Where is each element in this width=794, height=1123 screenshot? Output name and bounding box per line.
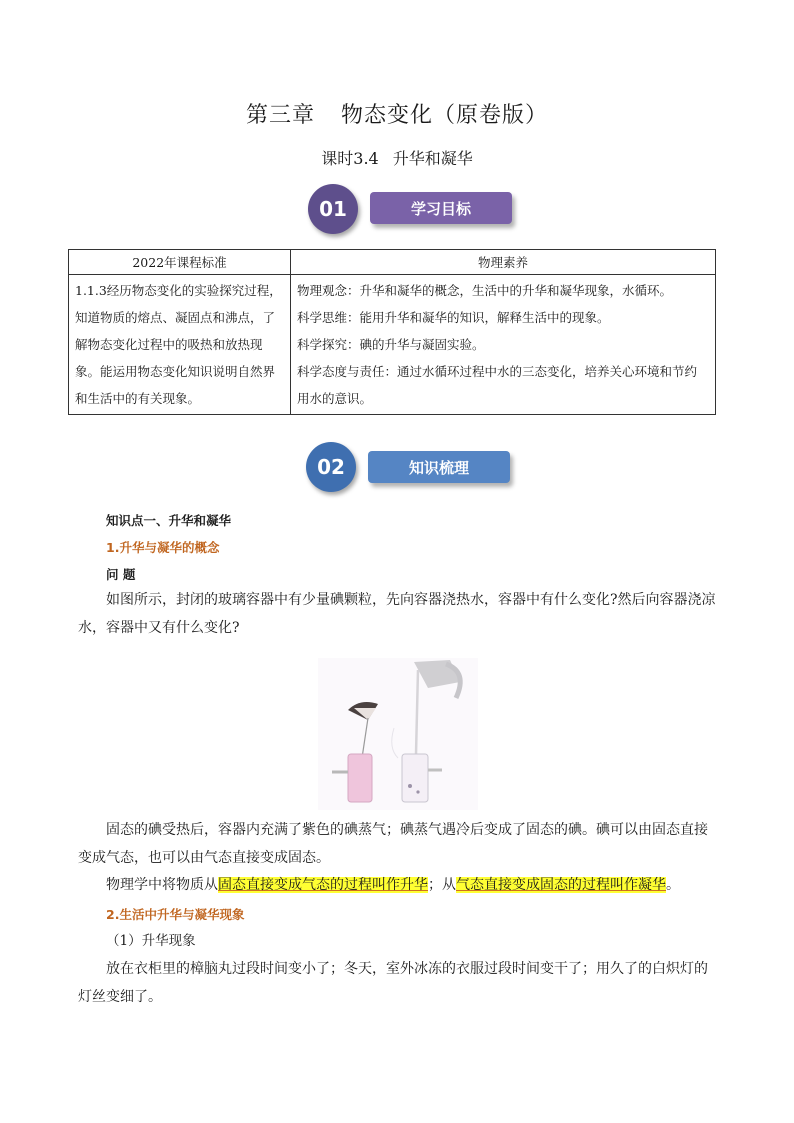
deposition-definition-highlight: 气态直接变成固态的过程叫作凝华 [456,877,666,893]
literacy-line: 科学态度与责任：通过水循环过程中水的三态变化，培养关心环境和节约用水的意识。 [297,364,698,406]
page-title: 第三章 物态变化（原卷版） [245,103,549,128]
explanation-paragraph: 固态的碘受热后，容器内充满了紫色的碘蒸气；碘蒸气遇冷后变成了固态的碘。碘可以由固态直接变成气态，也可以由气态直接变成固态。 [78,822,708,866]
literacy-line: 物理观念：升华和凝华的概念，生活中的升华和凝华现象，水循环。 [297,283,673,298]
subsection-heading: 2.生活中升华与凝华现象 [106,907,245,922]
table-header-cell: 物理素养 [291,250,716,275]
table-header-row [69,250,716,275]
sublimation-definition-highlight: 固态直接变成气态的过程叫作升华 [218,877,428,893]
subsection-item: （1）升华现象 [106,933,196,949]
section-number-badge: 02 [306,442,356,492]
knowledge-point-heading: 知识点一、升华和凝华 [106,513,232,528]
subsection-heading: 1.升华与凝华的概念 [106,540,220,555]
literacy-line: 科学探究：碘的升华与凝固实验。 [297,337,485,352]
phenomena-paragraph: 放在衣柜里的樟脑丸过段时间变小了；冬天，室外冰冻的衣服过段时间变干了；用久了的白炽灯的灯丝变细了。 [78,961,708,1005]
iodine-experiment-figure [318,658,478,810]
table-cell-literacy [291,275,716,415]
section-title-banner: 知识梳理 [368,451,510,483]
question-label: 问 题 [106,567,136,582]
literacy-line: 科学思维：能用升华和凝华的知识，解释生活中的现象。 [297,310,610,325]
section-title-banner: 学习目标 [370,192,512,224]
table-cell-standard: 1.1.3经历物态变化的实验探究过程，知道物质的熔点、凝固点和沸点，了解物态变化过程中的吸热和放热现象。能运用物态变化知识说明自然界和生活中的有关现象。 [69,275,291,415]
table-header-cell: 2022年课程标准 [69,250,291,275]
question-paragraph: 如图所示，封闭的玻璃容器中有少量碘颗粒，先向容器浇热水，容器中有什么变化?然后向容器浇凉水，容器中又有什么变化? [78,592,716,636]
definition-paragraph: 物理学中将物质从固态直接变成气态的过程叫作升华；从气态直接变成固态的过程叫作凝华。 [106,877,680,893]
table-row [69,275,716,415]
lesson-subtitle: 课时3.4 升华和凝华 [321,149,473,168]
iodine-experiment-illustration [318,658,478,810]
standards-table [68,249,716,415]
section-number-badge: 01 [308,184,358,234]
